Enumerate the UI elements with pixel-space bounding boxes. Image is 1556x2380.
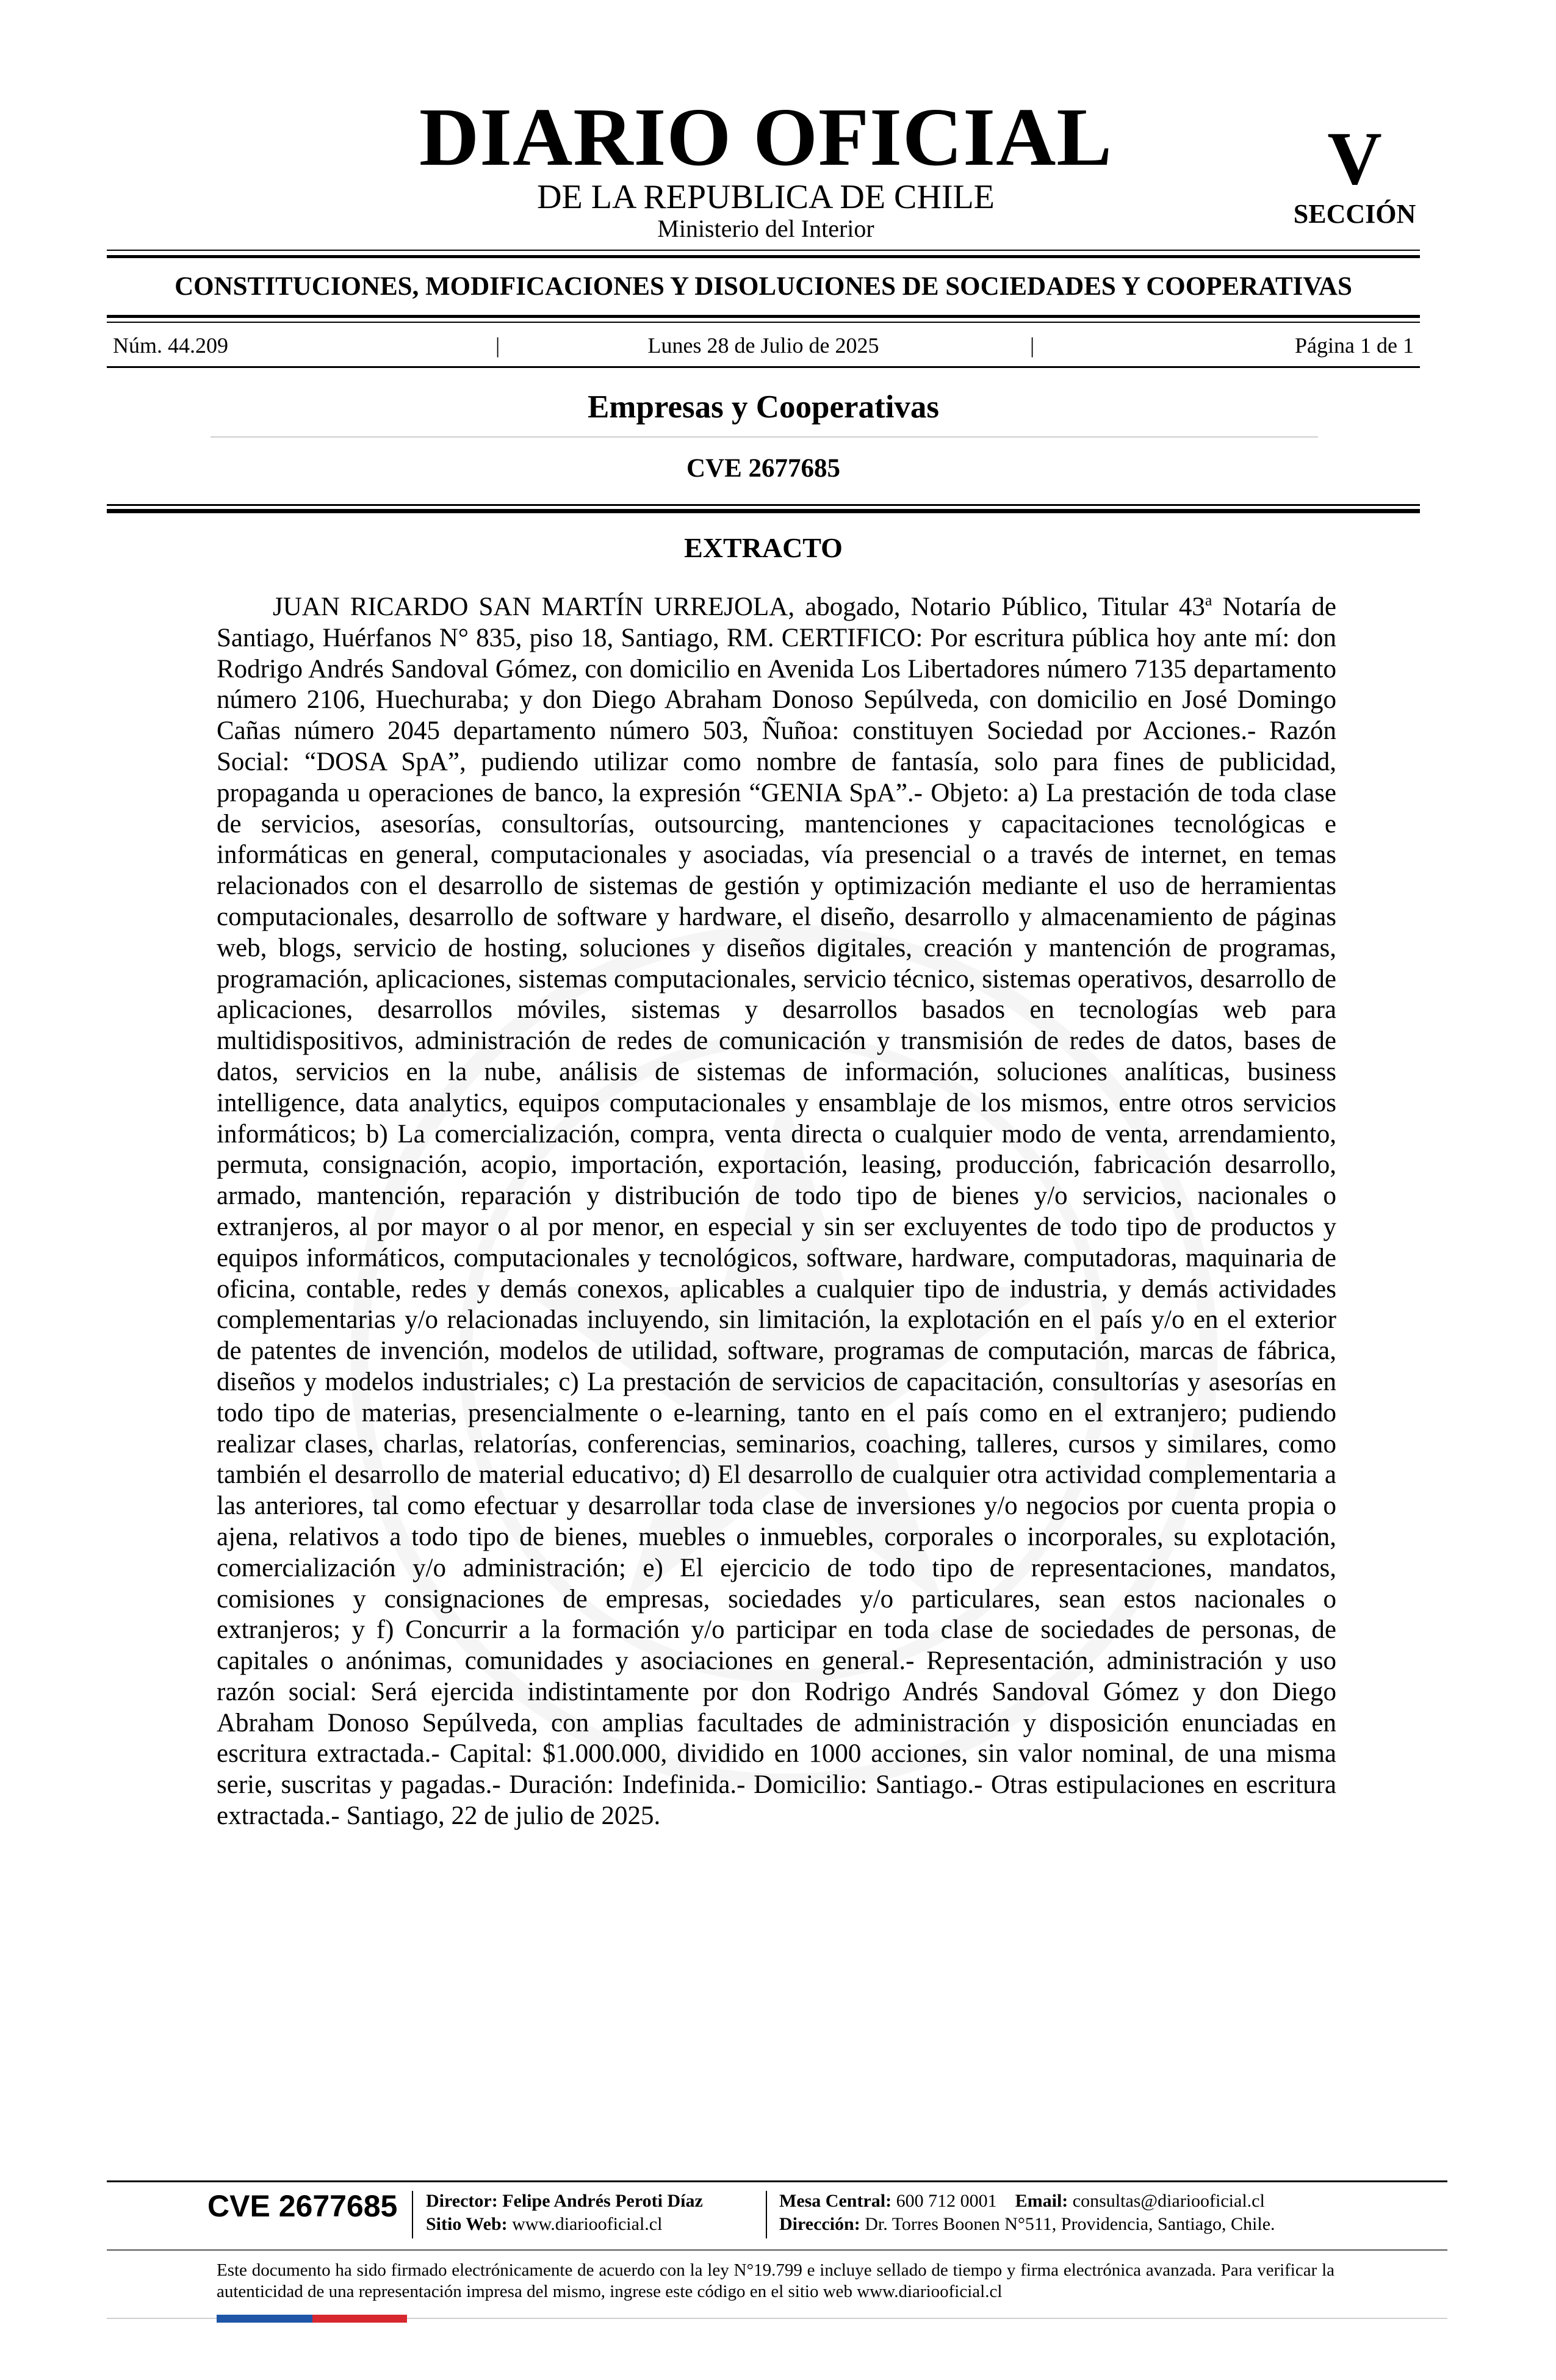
category-banner: CONSTITUCIONES, MODIFICACIONES Y DISOLUCIONES DE SOCIEDADES Y COOPERATIVAS [175,272,1352,301]
footer-rule-2 [107,2249,1447,2251]
section-divider [211,436,1318,438]
cve-rule-thin [107,504,1420,506]
cve-code: CVE 2677685 [686,454,841,483]
flag-stripe-blue [217,2315,312,2323]
footer-director-block [426,2190,703,2236]
footer-contact-block [779,2190,1275,2236]
issue-date: Lunes 28 de Julio de 2025 [647,333,879,358]
footer-divider-1 [412,2191,413,2238]
masthead-title: DIARIO OFICIAL [419,92,1113,183]
director-name: Felipe Andrés Peroti Díaz [502,2191,703,2211]
document-title: EXTRACTO [684,532,843,563]
issue-rule [107,366,1420,368]
website-label: Sitio Web: [426,2214,508,2234]
issue-number: Núm. 44.209 [113,333,228,358]
section-label: SECCIÓN [1293,199,1416,229]
mesa-label: Mesa Central: [779,2191,892,2211]
footer-divider-2 [766,2191,767,2238]
cve-rule-thick [107,509,1420,513]
header-rule-thick [107,255,1420,258]
section-title: Empresas y Cooperativas [587,389,940,425]
extract-body [217,592,1336,1832]
section-letter: V [1327,117,1382,200]
banner-rule-thick [107,315,1420,318]
issue-page: Página 1 de 1 [1295,333,1414,358]
address-value: Dr. Torres Boonen N°511, Providencia, Santiago, Chile. [865,2214,1275,2234]
issue-separator-1: | [495,333,500,358]
ordinal-superscript: a [1205,591,1212,609]
body-text-part2: Notaría de Santiago, Huérfanos N° 835, piso 18, Santiago, RM. CERTIFICO: Por escritura pública hoy ante mí: don Rodrigo Andrés Sandoval Gómez, con domicilio en Avenida Los Libertadores número 7135 departamento número 2106, Huechuraba; y don Diego Abraham Donoso Sepúlveda, con domicilio en José Domingo Cañas número 2045 departamento número 503, Ñuñoa: constituyen Sociedad por Acciones.- Razón Social: “DOSA SpA”, pudiendo utilizar como nombre de fantasía, solo para fines de publicidad, propaganda u operaciones de banco, la expresión “GENIA SpA”.- Objeto: a) La prestación de toda clase de servicios, asesorías, consultorías, outsourcing, mantenciones y capacitaciones tecnológicas e informáticas en general, computacionales y asociadas, vía presencial o a través de internet, en temas relacionados con el desarrollo de sistemas de gestión y optimización mediante el uso de herramientas computacionales, desarrollo de software y hardware, el diseño, desarrollo y almacenamiento de páginas web, blogs, servicio de hosting, soluciones y diseños digitales, creación y mantención de programas, programación, aplicaciones, sistemas computacionales, servicio técnico, sistemas operativos, desarrollo de aplicaciones, desarrollos móviles, sistemas y desarrollos basados en tecnologías web para multidispositivos, administración de redes de comunicación y transmisión de redes de datos, bases de datos, servicios en la nube, análisis de sistemas de información, soluciones analíticas, business intelligence, data analytics, equipos computacionales y ensamblaje de los mismos, entre otros servicios informáticos; b) La comercialización, compra, venta directa o cualquier modo de venta, arrendamiento, permuta, consignación, acopio, importación, exportación, leasing, producción, fabricación desarrollo, armado, mantención, reparación y distribución de todo tipo de bienes y/o servicios, nacionales o extranjeros, al por mayor o al por menor, en especial y sin ser excluyentes de todo tipo de productos y equipos informáticos, computacionales y tecnológicos, software, hardware, computadoras, maquinaria de oficina, contable, redes y demás conexos, aplicables a cualquier tipo de industria, y demás actividades complementarias y/o relacionadas incluyendo, sin limitación, la explotación en el país y/o en el exterior de patentes de invención, modelos de utilidad, software, programas de computación, marcas de fábrica, diseños y modelos industriales; c) La prestación de servicios de capacitación, consultorías y asesorías en todo tipo de materias, presencialmente o e-learning, tanto en el país como en el extranjero; pudiendo realizar clases, charlas, relatorías, conferencias, seminarios, coaching, talleres, cursos y similares, como también el desarrollo de material educativo; d) El desarrollo de cualquier otra actividad complementaria a las anteriores, tal como efectuar y desarrollar toda clase de inversiones y/o negocios por cuenta propia o ajena, relativos a todo tipo de bienes, muebles o inmuebles, corporales o incorporales, su explotación, comercialización y/o administración; e) El ejercicio de todo tipo de representaciones, mandatos, comisiones y consignaciones de empresas, sociedades y/o particulares, sean estos nacionales o extranjeros; y f) Concurrir a la formación y/o participar en toda clase de sociedades de personas, de capitales o anónimas, comunidades y asociaciones en general.- Representación, administración y uso razón social: Será ejercida indistintamente por don Rodrigo Andrés Sandoval Gómez y don Diego Abraham Donoso Sepúlveda, con amplias facultades de administración y disposición enunciadas en escritura extractada.- Capital: $1.000.000, dividido en 1000 acciones, sin valor nominal, de una misma serie, suscritas y pagadas.- Duración: Indefinida.- Domicilio: Santiago.- Otras estipulaciones en escritura extractada.- Santiago, 22 de julio de 2025. [217,593,1336,1831]
director-label: Director: [426,2191,498,2211]
masthead-ministry: Ministerio del Interior [657,215,874,242]
masthead-subtitle: DE LA REPUBLICA DE CHILE [537,178,995,216]
email-link[interactable]: consultas@diariooficial.cl [1072,2191,1265,2211]
footer-rule [107,2180,1447,2182]
flag-stripe-red [312,2315,407,2323]
mesa-phone: 600 712 0001 [896,2191,997,2211]
address-label: Dirección: [779,2214,860,2234]
website-link[interactable]: www.diariooficial.cl [512,2214,663,2234]
header-rule-top [107,250,1420,251]
email-label: Email: [1015,2191,1068,2211]
issue-separator-2: | [1030,333,1035,358]
signature-disclaimer: Este documento ha sido firmado electrónicamente de acuerdo con la ley N°19.799 e incluye sellado de tiempo y firma electrónica avanzada. Para verificar la autenticidad de una representación impresa del mismo, ingrese este código en el sitio web www.diariooficial.cl [217,2260,1334,2301]
banner-rule-thin [107,322,1420,323]
body-text-part1: JUAN RICARDO SAN MARTÍN URREJOLA, abogado, Notario Público, Titular 43 [273,593,1205,621]
footer-cve-code: CVE 2677685 [207,2189,398,2223]
issue-info-row [107,330,1420,361]
